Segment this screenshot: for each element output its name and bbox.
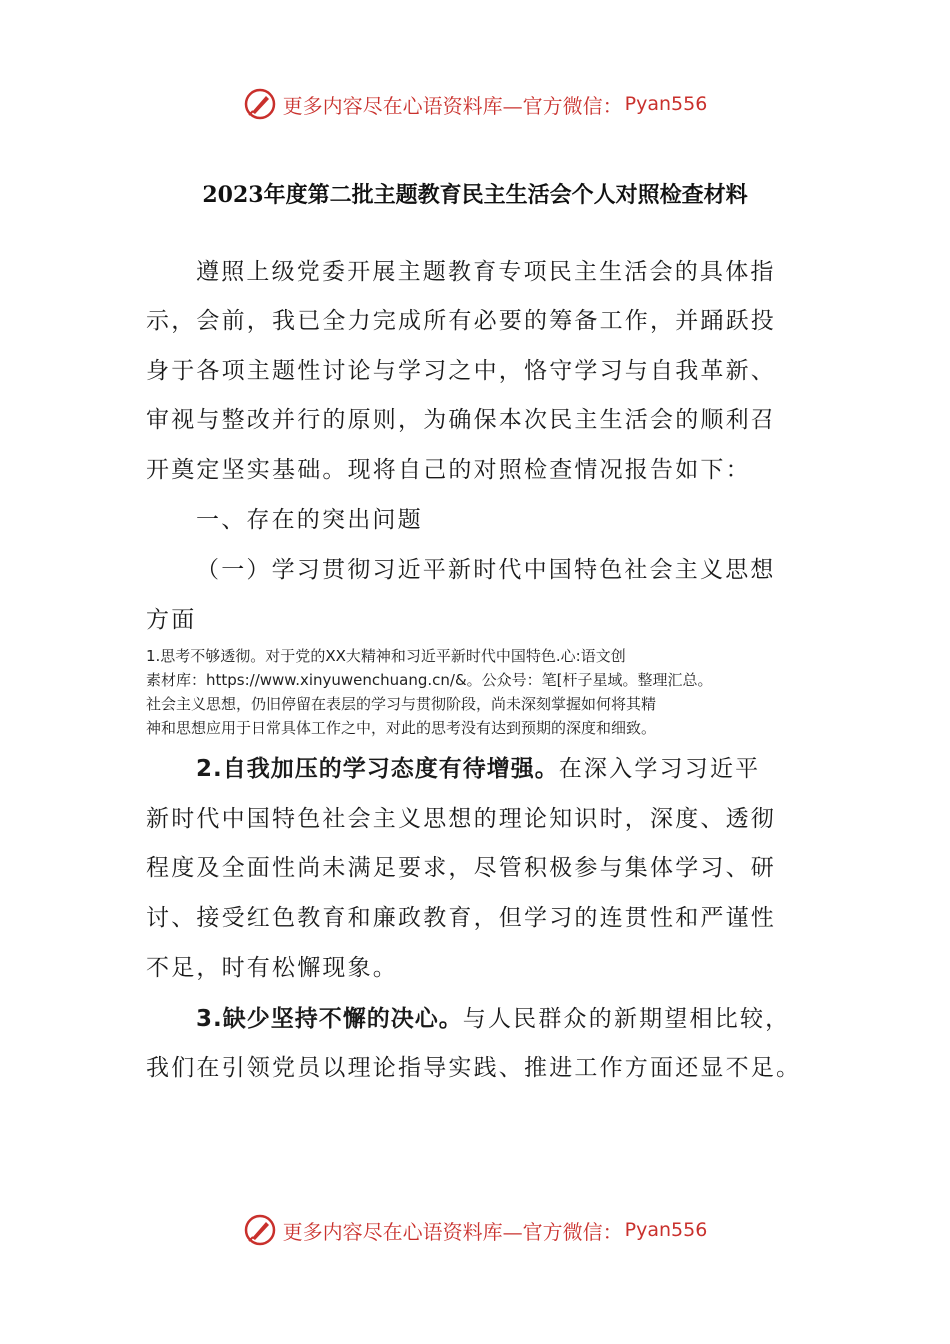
item2-line-5: 不足，时有松懈现象。 <box>146 955 398 981</box>
intro-line-5: 开奠定坚实基础。现将自己的对照检查情况报告如下： <box>146 457 751 483</box>
intro-line-1: 遵照上级党委开展主题教育专项民主生活会的具体指 <box>196 259 776 285</box>
banner-brand-text: 更多内容尽在心语资料库—官方微信： <box>282 93 623 118</box>
item1-line-2: 素材库：https://www.xinyuwenchuang.cn/&。公众号：笔[杆子星域。整理汇总。 <box>146 671 713 689</box>
subsection-heading-line-1: （一）学习贯彻习近平新时代中国特色社会主义思想 <box>196 557 776 583</box>
item2-line-2: 新时代中国特色社会主义思想的理论知识时，深度、透彻 <box>146 806 776 832</box>
item1-line-3: 社会主义思想，仍旧停留在表层的学习与贯彻阶段，尚未深刻掌握如何将其精 <box>146 695 657 713</box>
intro-line-4: 审视与整改并行的原则，为确保本次民主生活会的顺利召 <box>146 407 776 433</box>
item3-first-line-text: 与人民群众的新期望相比较， <box>462 1006 791 1032</box>
pen-logo-icon <box>243 1213 277 1247</box>
item2-heading: 2.自我加压的学习态度有待增强。 <box>196 756 559 782</box>
header-banner <box>0 84 950 124</box>
document-title: 2023年度第二批主题教育民主生活会个人对照检查材料 <box>202 182 748 208</box>
item2-first-line-text: 在深入学习习近平 <box>558 756 761 782</box>
intro-line-2: 示，会前，我已全力完成所有必要的筹备工作，并踊跃投 <box>146 308 776 334</box>
item1-line-4: 神和思想应用于日常具体工作之中，对此的思考没有达到预期的深度和细致。 <box>146 719 657 737</box>
item2-first-line <box>196 753 760 785</box>
pen-logo-icon <box>243 87 277 121</box>
item2-line-3: 程度及全面性尚未满足要求，尽管积极参与集体学习、研 <box>146 855 776 881</box>
subsection-heading-line-2: 方面 <box>146 607 197 633</box>
item3-line-2: 我们在引领党员以理论指导实践、推进工作方面还显不足。 <box>146 1055 802 1081</box>
item2-line-4: 讨、接受红色教育和廉政教育，但学习的连贯性和严谨性 <box>146 905 776 931</box>
banner-brand-text: 更多内容尽在心语资料库—官方微信： <box>282 1219 623 1244</box>
item3-heading: 3.缺少坚持不懈的决心。 <box>196 1006 463 1032</box>
footer-banner <box>0 1210 950 1250</box>
section-heading-1: 一、存在的突出问题 <box>196 507 423 533</box>
banner-wechat-id: Pyan556 <box>624 1219 708 1241</box>
item1-line-1: 1.思考不够透彻。对于党的XX大精神和习近平新时代中国特色.心:语文创 <box>146 647 626 665</box>
intro-line-3: 身于各项主题性讨论与学习之中，恪守学习与自我革新、 <box>146 358 776 384</box>
banner-wechat-id: Pyan556 <box>624 93 708 115</box>
item3-first-line <box>196 1003 790 1035</box>
